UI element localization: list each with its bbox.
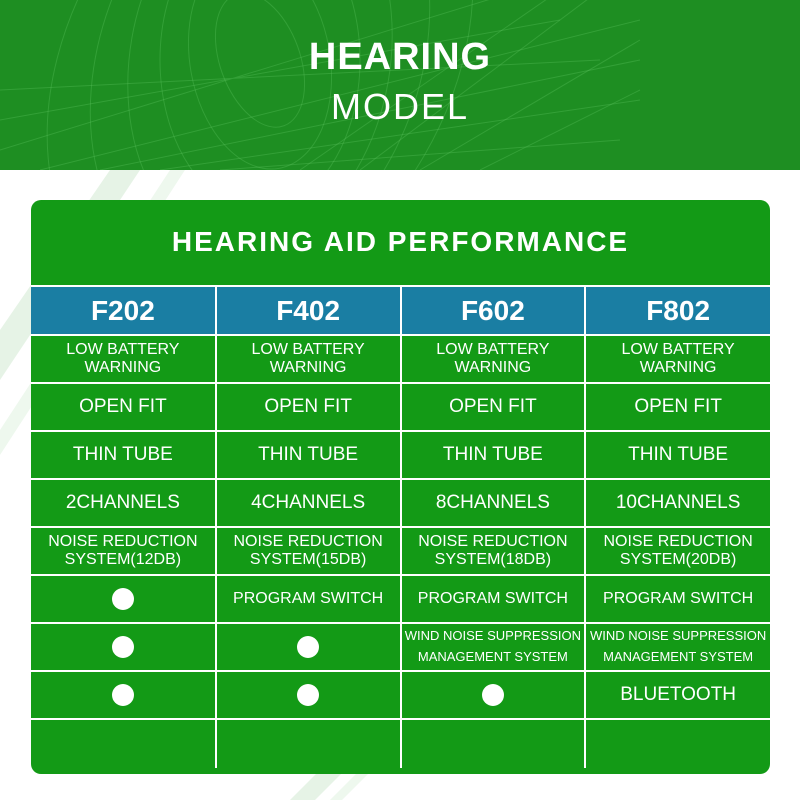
performance-table [31, 285, 770, 768]
feature-cell: LOW BATTERY WARNING [31, 335, 216, 383]
feature-cell: OPEN FIT [216, 383, 401, 431]
table-row [31, 575, 770, 623]
feature-cell: OPEN FIT [31, 383, 216, 431]
feature-cell: OPEN FIT [401, 383, 586, 431]
empty-cell [31, 719, 216, 768]
feature-cell: NOISE REDUCTION SYSTEM(12DB) [31, 527, 216, 575]
model-header: F802 [585, 286, 770, 335]
empty-cell [401, 719, 586, 768]
model-header: F602 [401, 286, 586, 335]
dot-icon [112, 636, 134, 658]
feature-cell: THIN TUBE [31, 431, 216, 479]
table-row [31, 671, 770, 719]
not-included-cell [401, 671, 586, 719]
feature-cell: BLUETOOTH [585, 671, 770, 719]
not-included-cell [216, 623, 401, 671]
feature-cell: PROGRAM SWITCH [216, 575, 401, 623]
feature-cell: THIN TUBE [585, 431, 770, 479]
feature-cell: OPEN FIT [585, 383, 770, 431]
table-row [31, 527, 770, 575]
not-included-cell [31, 575, 216, 623]
feature-cell: LOW BATTERY WARNING [216, 335, 401, 383]
feature-cell: PROGRAM SWITCH [585, 575, 770, 623]
banner-title-line2: MODEL [330, 86, 470, 127]
feature-cell: PROGRAM SWITCH [401, 575, 586, 623]
not-included-cell [31, 671, 216, 719]
feature-cell: THIN TUBE [216, 431, 401, 479]
performance-card [31, 200, 770, 774]
dot-icon [112, 684, 134, 706]
card-title: HEARING AID PERFORMANCE [171, 226, 630, 257]
feature-cell: 8CHANNELS [401, 479, 586, 527]
table-row [31, 719, 770, 768]
feature-cell: WIND NOISE SUPPRESSION MANAGEMENT SYSTEM [585, 623, 770, 671]
feature-cell: NOISE REDUCTION SYSTEM(18DB) [401, 527, 586, 575]
dot-icon [297, 684, 319, 706]
table-row [31, 479, 770, 527]
feature-cell: 2CHANNELS [31, 479, 216, 527]
banner-title-line1: HEARING [308, 36, 492, 78]
feature-cell: 10CHANNELS [585, 479, 770, 527]
not-included-cell [31, 623, 216, 671]
not-included-cell [216, 671, 401, 719]
feature-cell: WIND NOISE SUPPRESSION MANAGEMENT SYSTEM [401, 623, 586, 671]
table-row [31, 383, 770, 431]
model-header: F402 [216, 286, 401, 335]
feature-cell: NOISE REDUCTION SYSTEM(20DB) [585, 527, 770, 575]
feature-cell: LOW BATTERY WARNING [401, 335, 586, 383]
feature-cell: NOISE REDUCTION SYSTEM(15DB) [216, 527, 401, 575]
table-row [31, 431, 770, 479]
empty-cell [216, 719, 401, 768]
feature-cell: LOW BATTERY WARNING [585, 335, 770, 383]
empty-cell [585, 719, 770, 768]
dot-icon [297, 636, 319, 658]
table-row [31, 335, 770, 383]
model-header: F202 [31, 286, 216, 335]
banner-pattern [0, 0, 800, 170]
dot-icon [112, 588, 134, 610]
table-row [31, 623, 770, 671]
feature-cell: 4CHANNELS [216, 479, 401, 527]
feature-cell: THIN TUBE [401, 431, 586, 479]
dot-icon [482, 684, 504, 706]
header-banner [0, 0, 800, 170]
model-header-row [31, 286, 770, 335]
